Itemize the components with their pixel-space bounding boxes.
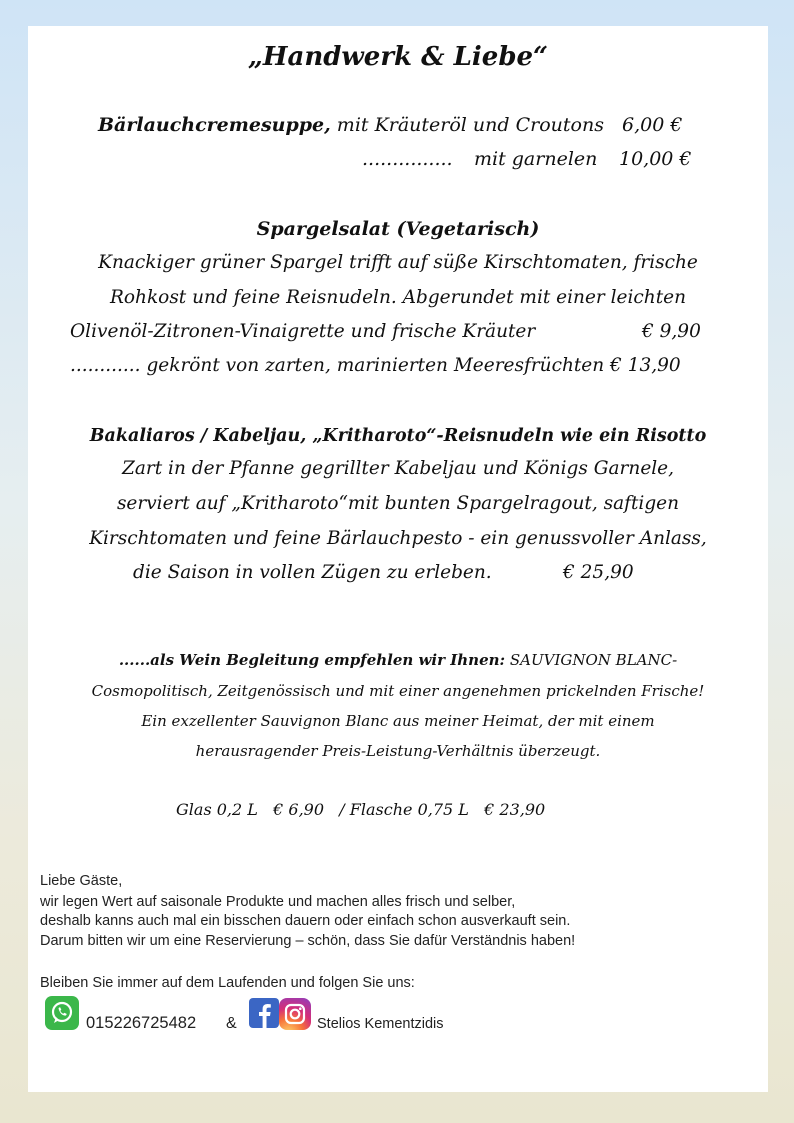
soup-price: 6,00 € — [622, 114, 683, 136]
fish-line-3: Kirschtomaten und feine Bärlauchpesto - ein genussvoller Anlass, — [89, 528, 707, 549]
footer-greeting: Liebe Gäste, — [40, 873, 123, 889]
facebook-icon[interactable] — [249, 998, 279, 1028]
soup-alt-dots: ............... — [362, 148, 453, 170]
salad-line-1: Knackiger grüner Spargel trifft auf süße Kirschtomaten, frische — [98, 252, 698, 273]
footer-line-1: wir legen Wert auf saisonale Produkte und machen alles frisch und selber, — [40, 894, 516, 910]
fish-name: Bakaliaros / Kabeljau, „Kritharoto“-Reisnudeln wie ein Risotto — [89, 426, 707, 446]
wine-name: SAUVIGNON BLANC- — [509, 651, 678, 669]
whatsapp-icon[interactable] — [45, 996, 79, 1030]
footer-line-3: Darum bitten wir um eine Reservierung – schön, dass Sie dafür Verständnis haben! — [40, 933, 576, 949]
salad-alt-line: ............ gekrönt von zarten, marinierten Meeresfrüchten € 13,90 — [70, 355, 681, 376]
footer-line-2: deshalb kanns auch mal ein bisschen dauern oder einfach schon ausverkauft sein. — [40, 913, 571, 929]
fish-line-1: Zart in der Pfanne gegrillter Kabeljau und Königs Garnele, — [121, 458, 675, 479]
fish-line-4: die Saison in vollen Zügen zu erleben. — [133, 562, 492, 583]
soup-desc: mit Kräuteröl und Croutons — [336, 114, 604, 136]
fish-price: € 25,90 — [563, 562, 634, 583]
wine-line-2: Ein exzellenter Sauvignon Blanc aus meiner Heimat, der mit einem — [141, 712, 655, 730]
soup-name: Bärlauchcremesuppe, — [98, 114, 331, 136]
wine-lead-line — [28, 651, 768, 669]
soup-alt-desc: mit garnelen — [474, 148, 598, 170]
wine-lead: ......als Wein Begleitung empfehlen wir Ihnen: — [118, 651, 506, 669]
soup-alt-price: 10,00 € — [619, 148, 692, 170]
instagram-icon[interactable] — [279, 998, 311, 1030]
footer-social-name[interactable]: Stelios Kementzidis — [317, 1016, 444, 1032]
footer-follow: Bleiben Sie immer auf dem Laufenden und folgen Sie uns: — [40, 975, 415, 991]
soup-line — [98, 114, 604, 136]
menu-page — [28, 26, 768, 1092]
fish-line-2: serviert auf „Kritharoto“mit bunten Spargelragout, saftigen — [116, 493, 680, 514]
footer-amp: & — [226, 1015, 237, 1032]
salad-price: € 9,90 — [642, 321, 701, 342]
wine-prices: Glas 0,2 L € 6,90 / Flasche 0,75 L € 23,90 — [176, 800, 546, 819]
wine-line-3: herausragender Preis-Leistung-Verhältnis überzeugt. — [195, 742, 601, 760]
salad-line-2: Rohkost und feine Reisnudeln. Abgerundet mit einer leichten — [109, 287, 686, 308]
wine-line-1: Cosmopolitisch, Zeitgenössisch und mit einer angenehmen prickelnden Frische! — [91, 682, 705, 700]
salad-line-3: Olivenöl-Zitronen-Vinaigrette und frische Kräuter — [70, 321, 536, 342]
menu-title: „Handwerk & Liebe“ — [247, 42, 549, 72]
salad-name: Spargelsalat (Vegetarisch) — [256, 218, 540, 240]
footer-phone[interactable]: 015226725482 — [86, 1014, 197, 1032]
